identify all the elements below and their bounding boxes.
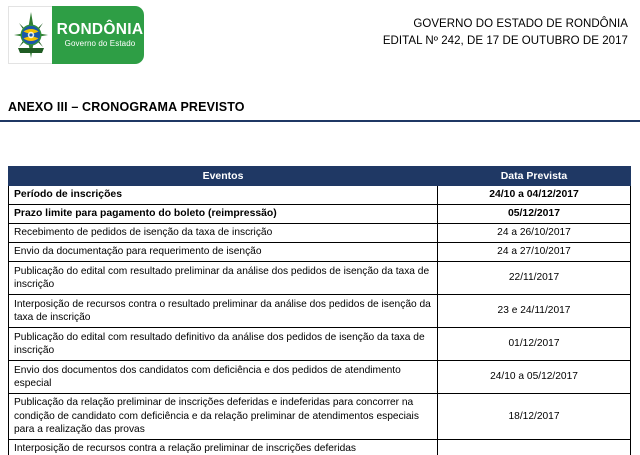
- cell-event: Período de inscrições: [9, 186, 438, 205]
- cell-date: 24 a 26/10/2017: [438, 224, 631, 243]
- government-header-text: [383, 16, 628, 50]
- table-row: [9, 295, 631, 328]
- title-divider: [0, 120, 640, 122]
- brand-box: [52, 6, 144, 64]
- rondonia-logo: [8, 6, 144, 64]
- table-row: [9, 394, 631, 440]
- schedule-table-body: [9, 186, 631, 455]
- cell-date: 24/10 a 05/12/2017: [438, 361, 631, 394]
- cell-event: Envio dos documentos dos candidatos com deficiência e dos pedidos de atendimento especial: [9, 361, 438, 394]
- cell-event: Interposição de recursos contra o resultado preliminar da análise dos pedidos de isenção da taxa de inscrição: [9, 295, 438, 328]
- crest-box: [8, 6, 52, 64]
- table-row: [9, 440, 631, 455]
- page-title: ANEXO III – CRONOGRAMA PREVISTO: [8, 100, 245, 114]
- cell-event: Envio da documentação para requerimento de isenção: [9, 243, 438, 262]
- table-row: [9, 328, 631, 361]
- schedule-table: [8, 166, 631, 455]
- table-row: [9, 186, 631, 205]
- cell-event: Publicação do edital com resultado definitivo da análise dos pedidos de isenção da taxa de inscrição: [9, 328, 438, 361]
- table-row: [9, 361, 631, 394]
- gov-line-2: EDITAL Nº 242, DE 17 DE OUTUBRO DE 2017: [382, 35, 628, 47]
- cell-date: 22/11/2017: [438, 262, 631, 295]
- table-row: [9, 243, 631, 262]
- cell-date: 23 e 24/11/2017: [438, 295, 631, 328]
- brand-name: RONDÔNIA: [56, 20, 144, 38]
- cell-event: Recebimento de pedidos de isenção da taxa de inscrição: [9, 224, 438, 243]
- cell-date: 24/10 a 04/12/2017: [438, 186, 631, 205]
- table-header-row: [9, 167, 631, 186]
- cell-date: [438, 440, 631, 455]
- document-header: [0, 0, 640, 72]
- cell-date: 18/12/2017: [438, 394, 631, 440]
- column-header-eventos: Eventos: [9, 167, 438, 186]
- gov-line-1: GOVERNO DO ESTADO DE RONDÔNIA: [413, 18, 628, 30]
- cell-event: Prazo limite para pagamento do boleto (reimpressão): [9, 205, 438, 224]
- column-header-data-prevista: Data Prevista: [438, 167, 631, 186]
- rondonia-state-coat-of-arms-icon: [13, 11, 49, 59]
- table-row: [9, 224, 631, 243]
- table-row: [9, 262, 631, 295]
- cell-date: 05/12/2017: [438, 205, 631, 224]
- cell-event: Publicação da relação preliminar de inscrições deferidas e indeferidas para concorrer na condição de candidato com deficiência e da relação preliminar de atendimentos especiais para a realização das provas: [9, 394, 438, 440]
- cell-date: 24 a 27/10/2017: [438, 243, 631, 262]
- brand-subtitle: Governo do Estado: [64, 39, 136, 49]
- cell-event: Publicação do edital com resultado preliminar da análise dos pedidos de isenção da taxa de inscrição: [9, 262, 438, 295]
- cell-date: 01/12/2017: [438, 328, 631, 361]
- table-row: [9, 205, 631, 224]
- cell-event: Interposição de recursos contra a relação preliminar de inscrições deferidas: [9, 440, 438, 455]
